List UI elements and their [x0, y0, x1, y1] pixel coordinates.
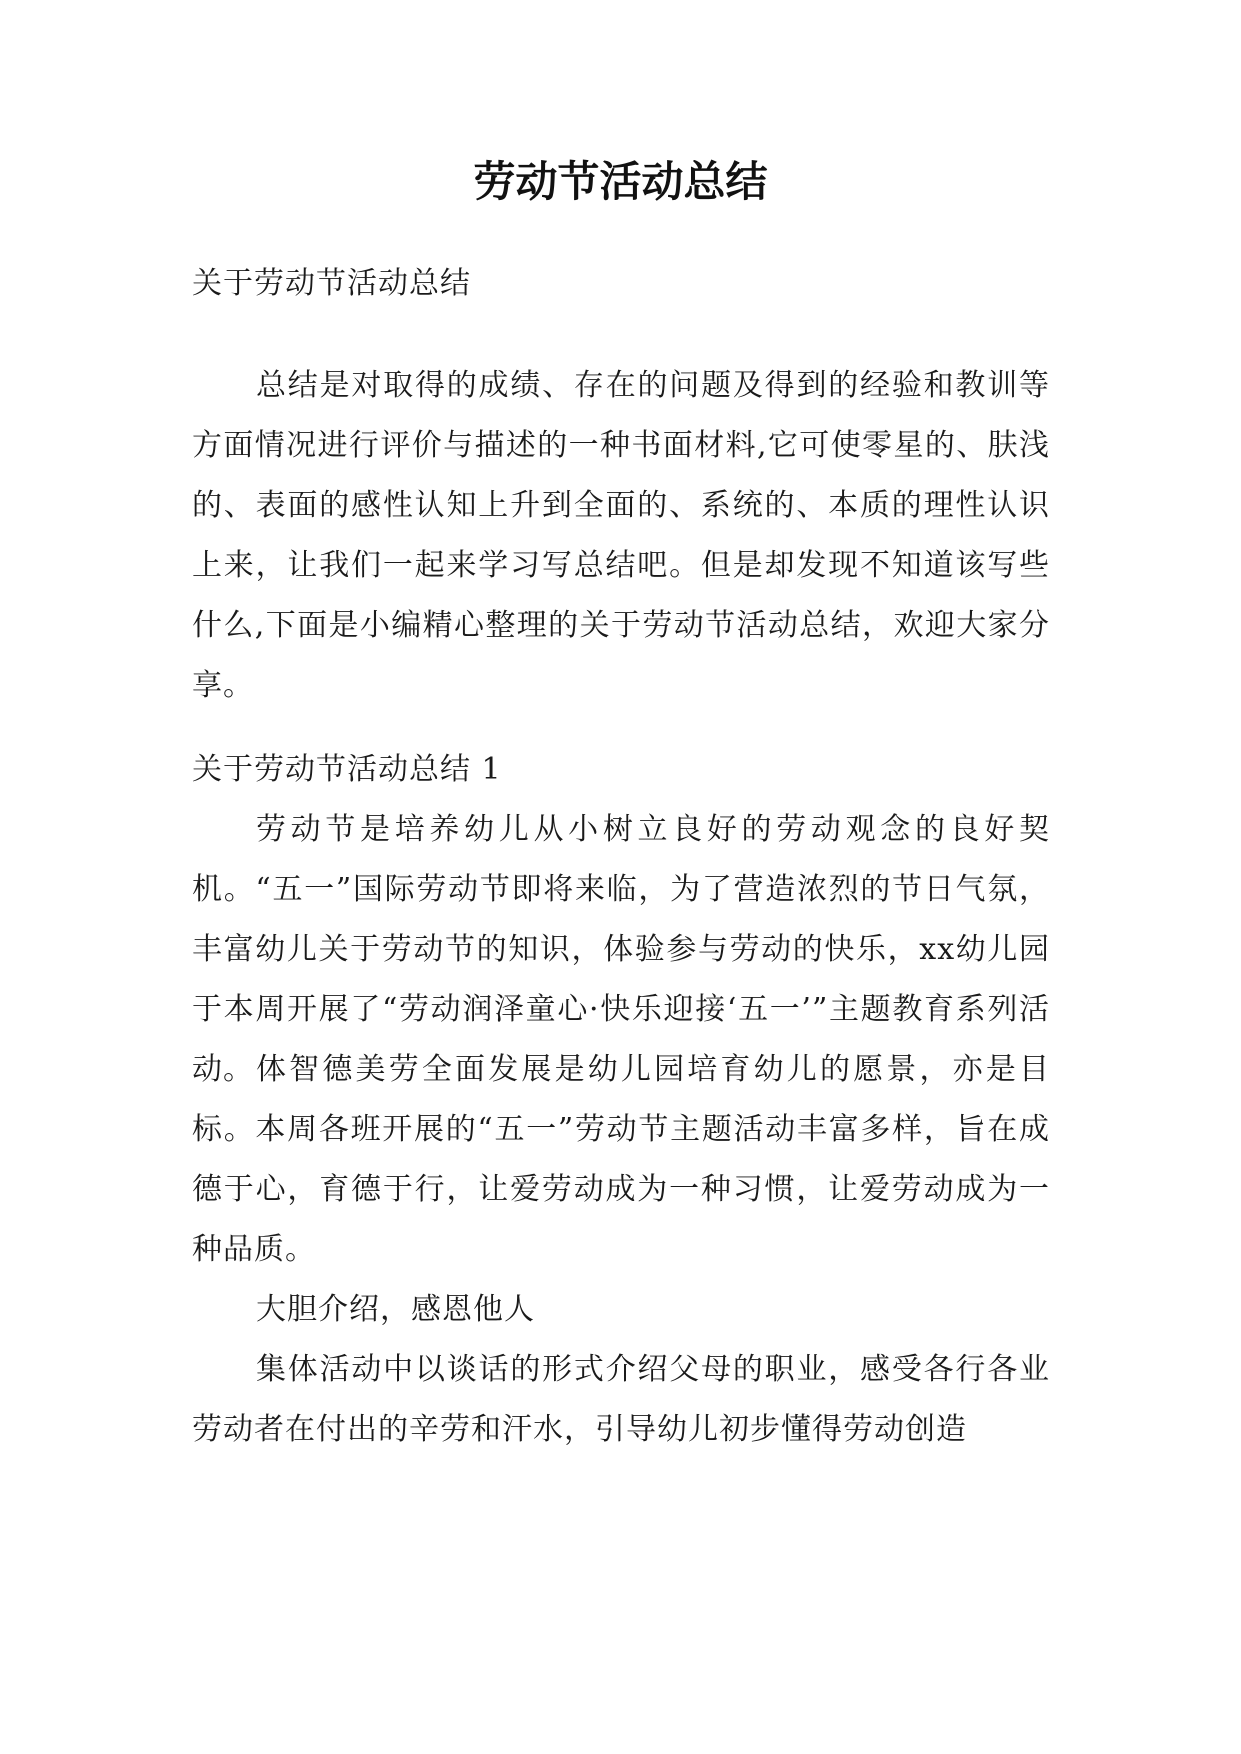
document-subtitle: 关于劳动节活动总结 — [192, 266, 471, 301]
section-1-paragraph-4: 集体活动中以谈话的形式介绍父母的职业，感受各行各业劳动者在付出的辛劳和汗水，引导幼儿初步懂得劳动创造 — [192, 1352, 1050, 1447]
section-1-paragraph-3: 大胆介绍，感恩他人 — [256, 1292, 535, 1327]
section-1-paragraph-1: 劳动节是培养幼儿从小树立良好的劳动观念的良好契机。“五一”国际劳动节即将来临，为了营造浓烈的节日气氛，丰富幼儿关于劳动节的知识，体验参与劳动的快乐，xx幼儿园于本周开展了“劳动润泽童心·快乐迎接‘五一’”主题教育系列活动。 — [192, 812, 1050, 1087]
section-1-paragraph-2: 体智德美劳全面发展是幼儿园培育幼儿的愿景，亦是目标。本周各班开展的“五一”劳动节主题活动丰富多样，旨在成德于心，育德于行，让爱劳动成为一种习惯，让爱劳动成为一种品质。 — [192, 1052, 1050, 1267]
intro-paragraph: 总结是对取得的成绩、存在的问题及得到的经验和教训等方面情况进行评价与描述的一种书面材料,它可使零星的、肤浅的、表面的感性认知上升到全面的、系统的、本质的理性认识上来，让我们一起来学习写总结吧。但是却发现不知道该写些什么,下面是小编精心整理的关于劳动节活动总结，欢迎大家分享。 — [192, 368, 1050, 703]
document-title: 劳动节活动总结 — [473, 157, 768, 206]
section-1-heading: 关于劳动节活动总结 1 — [192, 752, 502, 787]
